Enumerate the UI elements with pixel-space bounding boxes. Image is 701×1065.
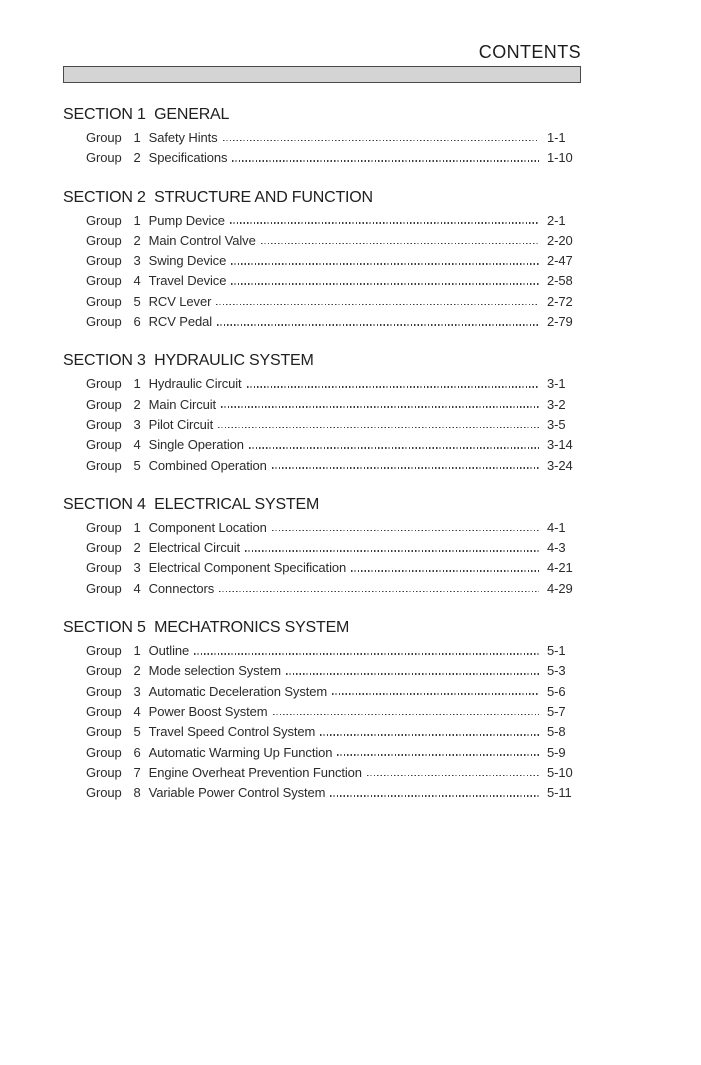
- toc-section: [63, 105, 581, 169]
- entry-title: Outline: [148, 643, 190, 659]
- group-word: Group: [86, 785, 122, 801]
- dot-leader: [320, 734, 539, 736]
- dot-leader: [223, 140, 539, 142]
- entry-title: Specifications: [148, 150, 228, 166]
- toc-entry: [63, 271, 581, 291]
- page-number: 2-1: [547, 212, 566, 228]
- page-number: 2-79: [547, 314, 573, 330]
- entry-title: Main Control Valve: [148, 232, 256, 248]
- section-heading: SECTION 1 GENERAL: [63, 106, 230, 123]
- dot-leader: [273, 714, 540, 716]
- group-word: Group: [86, 703, 122, 719]
- entry-title: Single Operation: [148, 437, 244, 453]
- group-word: Group: [86, 314, 122, 330]
- page-number: 4-3: [547, 540, 566, 556]
- group-number: 2: [133, 540, 141, 556]
- section-heading: SECTION 4 ELECTRICAL SYSTEM: [63, 495, 320, 513]
- entry-title: Mode selection System: [148, 663, 281, 679]
- dot-leader: [286, 673, 539, 675]
- toc-section: [63, 188, 581, 333]
- toc-entry: [63, 743, 581, 763]
- page-number: 5-9: [547, 744, 566, 760]
- group-word: Group: [86, 253, 122, 269]
- group-number: 3: [133, 683, 141, 699]
- group-number: 4: [133, 580, 141, 596]
- group-number: 6: [133, 744, 141, 760]
- toc-section: [63, 351, 581, 475]
- toc-entry: [63, 148, 581, 168]
- dot-leader: [245, 550, 539, 552]
- dot-leader: [249, 447, 539, 449]
- page-number: 3-5: [547, 416, 566, 432]
- page-number: 5-8: [547, 724, 566, 740]
- group-word: Group: [86, 212, 122, 228]
- entry-title: RCV Lever: [148, 293, 212, 309]
- entry-title: Hydraulic Circuit: [148, 376, 242, 392]
- dot-leader: [247, 386, 539, 388]
- toc-entry: [63, 415, 581, 435]
- dot-leader: [272, 467, 539, 469]
- group-word: Group: [86, 150, 122, 166]
- group-number: 8: [133, 785, 141, 801]
- entry-title: Swing Device: [148, 253, 227, 269]
- page-number: 4-1: [547, 519, 566, 535]
- page-number: 5-7: [547, 703, 566, 719]
- group-word: Group: [86, 437, 122, 453]
- entry-title: Engine Overheat Prevention Function: [148, 764, 362, 780]
- page-number: 5-3: [547, 663, 566, 679]
- entry-title: Travel Speed Control System: [148, 724, 316, 740]
- page-number: 1-1: [547, 130, 566, 145]
- entry-title: Main Circuit: [148, 396, 217, 412]
- group-number: 1: [133, 519, 141, 535]
- group-word: Group: [86, 130, 122, 145]
- group-number: 5: [133, 457, 141, 473]
- group-number: 1: [133, 130, 141, 145]
- page-number: 5-6: [547, 683, 566, 699]
- entry-title: Pump Device: [148, 212, 225, 228]
- toc-entry: [63, 579, 581, 599]
- header-bar: [63, 66, 581, 83]
- group-number: 5: [133, 724, 141, 740]
- group-word: Group: [86, 396, 122, 412]
- group-word: Group: [86, 580, 122, 596]
- entry-title: Combined Operation: [148, 457, 267, 473]
- group-number: 2: [133, 150, 141, 166]
- group-number: 2: [133, 232, 141, 248]
- entry-title: Automatic Deceleration System: [148, 683, 328, 699]
- toc-entry: [63, 538, 581, 558]
- dot-leader: [351, 570, 539, 572]
- toc-section: [63, 495, 581, 599]
- group-word: Group: [86, 663, 122, 679]
- entry-title: RCV Pedal: [148, 314, 213, 330]
- group-word: Group: [86, 764, 122, 780]
- page-number: 5-10: [547, 764, 573, 780]
- group-number: 4: [133, 437, 141, 453]
- group-word: Group: [86, 560, 122, 576]
- entry-title: Automatic Warming Up Function: [148, 744, 333, 760]
- group-word: Group: [86, 232, 122, 248]
- toc-entry: [63, 395, 581, 415]
- page-number: 3-2: [547, 396, 566, 412]
- group-word: Group: [86, 744, 122, 760]
- dot-leader: [231, 283, 539, 285]
- toc-entry: [63, 312, 581, 332]
- group-word: Group: [86, 724, 122, 740]
- section-entries: [63, 211, 581, 333]
- page-number: 2-58: [547, 273, 573, 289]
- dot-leader: [232, 160, 539, 162]
- toc-entry: [63, 518, 581, 538]
- section-heading: SECTION 5 MECHATRONICS SYSTEM: [63, 619, 350, 637]
- group-word: Group: [86, 683, 122, 699]
- toc-list: [63, 105, 581, 803]
- page-number: 5-11: [547, 785, 572, 801]
- group-number: 1: [133, 212, 141, 228]
- entry-title: Electrical Component Specification: [148, 560, 347, 576]
- dot-leader: [332, 693, 539, 695]
- group-number: 2: [133, 663, 141, 679]
- toc-entry: [63, 456, 581, 476]
- group-word: Group: [86, 416, 122, 432]
- toc-entry: [63, 682, 581, 702]
- dot-leader: [221, 406, 539, 408]
- section-entries: [63, 641, 581, 803]
- entry-title: Connectors: [148, 580, 215, 596]
- section-entries: [63, 374, 581, 475]
- page-number: 4-29: [547, 580, 573, 596]
- group-word: Group: [86, 457, 122, 473]
- toc-entry: [63, 661, 581, 681]
- entry-title: Power Boost System: [148, 703, 268, 719]
- group-number: 3: [133, 416, 141, 432]
- dot-leader: [216, 304, 539, 306]
- section-entries: [63, 128, 581, 169]
- group-number: 3: [133, 253, 141, 269]
- group-number: 3: [133, 560, 141, 576]
- toc-entry: [63, 435, 581, 455]
- page-number: 3-1: [547, 376, 566, 392]
- toc-entry: [63, 374, 581, 394]
- entry-title: Electrical Circuit: [148, 540, 241, 556]
- page-number: 3-24: [547, 457, 573, 473]
- group-word: Group: [86, 643, 122, 659]
- entry-title: Travel Device: [148, 273, 227, 289]
- group-number: 4: [133, 703, 141, 719]
- page-number: 5-1: [547, 643, 566, 659]
- group-number: 6: [133, 314, 141, 330]
- toc-section: [63, 618, 581, 803]
- group-number: 1: [133, 376, 141, 392]
- page-number: 4-21: [547, 560, 573, 576]
- dot-leader: [261, 243, 539, 245]
- entry-title: Component Location: [148, 519, 267, 535]
- group-word: Group: [86, 519, 122, 535]
- page-number: 2-47: [547, 253, 573, 269]
- group-number: 2: [133, 396, 141, 412]
- page-number: 2-20: [547, 232, 573, 248]
- group-word: Group: [86, 376, 122, 392]
- toc-entry: [63, 231, 581, 251]
- toc-entry: [63, 128, 581, 148]
- section-entries: [63, 518, 581, 599]
- group-number: 1: [133, 643, 141, 659]
- group-number: 4: [133, 273, 141, 289]
- entry-title: Safety Hints: [148, 130, 218, 145]
- toc-entry: [63, 702, 581, 722]
- group-number: 5: [133, 293, 141, 309]
- dot-leader: [194, 653, 539, 655]
- toc-entry: [63, 292, 581, 312]
- page-title: CONTENTS: [478, 42, 581, 62]
- group-word: Group: [86, 540, 122, 556]
- toc-entry: [63, 558, 581, 578]
- page-number: 2-72: [547, 293, 573, 309]
- page-number: 3-14: [547, 437, 573, 453]
- dot-leader: [330, 795, 539, 797]
- page-number: 1-10: [547, 150, 573, 166]
- group-number: 7: [133, 764, 141, 780]
- group-word: Group: [86, 293, 122, 309]
- group-word: Group: [86, 273, 122, 289]
- dot-leader: [272, 530, 539, 532]
- entry-title: Variable Power Control System: [148, 785, 326, 801]
- dot-leader: [231, 263, 539, 265]
- entry-title: Pilot Circuit: [148, 416, 214, 432]
- dot-leader: [230, 222, 539, 224]
- dot-leader: [367, 775, 539, 777]
- dot-leader: [337, 754, 539, 756]
- dot-leader: [217, 324, 539, 326]
- toc-entry: [63, 783, 581, 803]
- section-heading: SECTION 2 STRUCTURE AND FUNCTION: [63, 188, 373, 206]
- dot-leader: [218, 427, 539, 429]
- toc-entry: [63, 722, 581, 742]
- toc-entry: [63, 641, 581, 661]
- toc-entry: [63, 251, 581, 271]
- toc-entry: [63, 763, 581, 783]
- dot-leader: [219, 591, 539, 593]
- section-heading: SECTION 3 HYDRAULIC SYSTEM: [63, 352, 314, 370]
- toc-entry: [63, 211, 581, 231]
